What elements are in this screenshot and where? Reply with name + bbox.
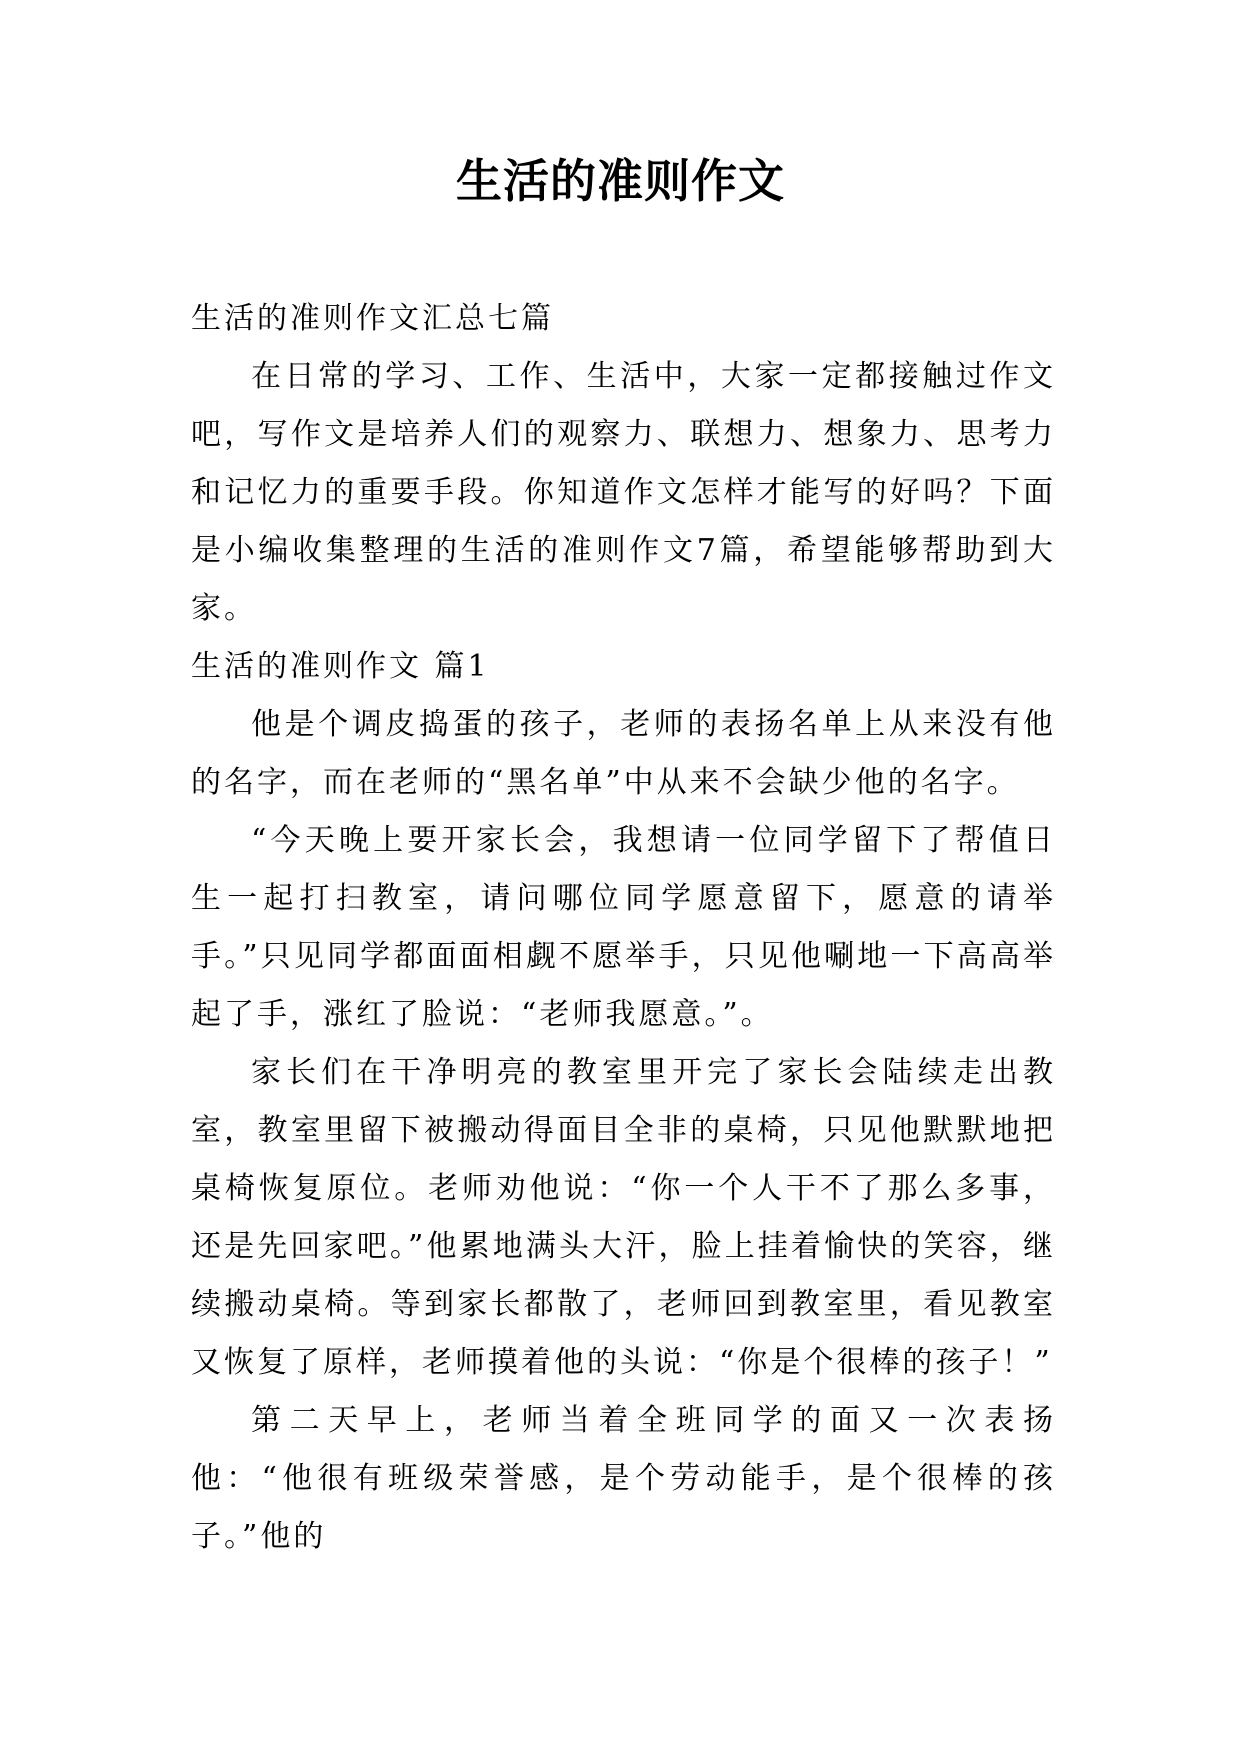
collection-subtitle: 生活的准则作文汇总七篇	[191, 301, 554, 336]
document-body	[191, 290, 1056, 1566]
intro-paragraph: 在日常的学习、工作、生活中，大家一定都接触过作文吧，写作文是培养人们的观察力、联想力、想象力、思考力和记忆力的重要手段。你知道作文怎样才能写的好吗？下面是小编收集整理的生活的准则作文7篇，希望能够帮助到大家。	[191, 359, 1056, 626]
section-heading: 生活的准则作文 篇1	[191, 649, 490, 684]
paragraph: 他是个调皮捣蛋的孩子，老师的表扬名单上从来没有他的名字，而在老师的“黑名单”中从来不会缺少他的名字。	[191, 707, 1056, 800]
paragraph: 第二天早上，老师当着全班同学的面又一次表扬他：“他很有班级荣誉感，是个劳动能手，是个很棒的孩子。”他的	[191, 1403, 1056, 1554]
document-title: 生活的准则作文	[456, 154, 785, 208]
paragraph: “今天晚上要开家长会，我想请一位同学留下了帮值日生一起打扫教室，请问哪位同学愿意留下，愿意的请举手。”只见同学都面面相觑不愿举手，只见他唰地一下高高举起了手，涨红了脸说：“老师我愿意。”。	[191, 823, 1056, 1032]
paragraph: 家长们在干净明亮的教室里开完了家长会陆续走出教室，教室里留下被搬动得面目全非的桌椅，只见他默默地把桌椅恢复原位。老师劝他说：“你一个人干不了那么多事，还是先回家吧。”他累地满头大汗，脸上挂着愉快的笑容，继续搬动桌椅。等到家长都散了，老师回到教室里，看见教室又恢复了原样，老师摸着他的头说：“你是个很棒的孩子！”	[191, 1055, 1056, 1380]
